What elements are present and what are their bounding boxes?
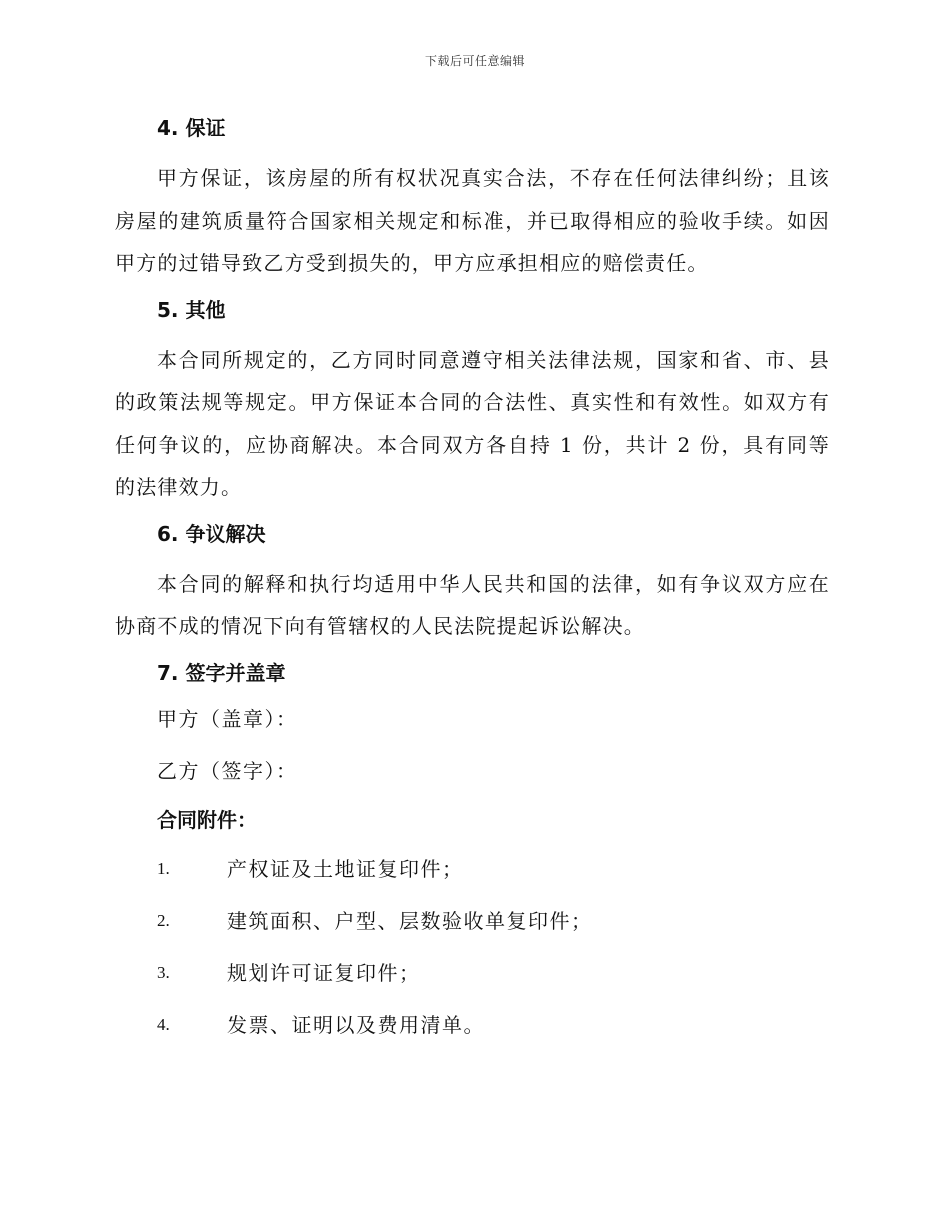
list-item-number: 4.	[157, 1014, 170, 1034]
list-item-number: 1.	[157, 858, 170, 878]
section-other	[115, 290, 830, 509]
section-signature	[115, 653, 830, 797]
list-item	[115, 999, 830, 1051]
list-item-text: 建筑面积、户型、层数验收单复印件；	[227, 908, 593, 933]
section-heading: 7. 签字并盖章	[157, 660, 286, 685]
section-attachments	[115, 797, 830, 1051]
section-heading: 4. 保证	[157, 116, 226, 140]
party-a-seal-line: 甲方（盖章）：	[157, 706, 298, 731]
section-heading: 5. 其他	[157, 297, 226, 322]
section-paragraph: 本合同的解释和执行均适用中华人民共和国的法律，如有争议双方应在协商不成的情况下向有管辖权的人民法院提起诉讼解决。	[115, 571, 830, 638]
page-header: 下载后可任意编辑	[424, 54, 525, 68]
attachments-heading: 合同附件：	[157, 807, 257, 832]
list-item-number: 2.	[157, 910, 170, 930]
party-b-signature-line: 乙方（签字）：	[157, 758, 298, 783]
list-item-text: 产权证及土地证复印件；	[227, 856, 464, 881]
list-item	[115, 895, 830, 947]
section-guarantee	[115, 108, 830, 285]
section-heading: 6. 争议解决	[157, 521, 266, 546]
section-paragraph: 甲方保证，该房屋的所有权状况真实合法，不存在任何法律纠纷；且该房屋的建筑质量符合国家相关规定和标准，并已取得相应的验收手续。如因甲方的过错导致乙方受到损失的，甲方应承担相应的赔偿责任。	[115, 166, 830, 275]
list-item	[115, 947, 830, 999]
section-paragraph: 本合同所规定的，乙方同时同意遵守相关法律法规，国家和省、市、县的政策法规等规定。甲方保证本合同的合法性、真实性和有效性。如双方有任何争议的，应协商解决。本合同双方各自持 1 份，共计 2 份，具有同等的法律效力。	[115, 347, 830, 499]
list-item	[115, 843, 830, 895]
section-dispute-resolution	[115, 514, 830, 648]
document-body	[115, 108, 830, 1051]
list-item-number: 3.	[157, 962, 170, 982]
list-item-text: 发票、证明以及费用清单。	[227, 1012, 485, 1037]
list-item-text: 规划许可证复印件；	[227, 960, 421, 985]
